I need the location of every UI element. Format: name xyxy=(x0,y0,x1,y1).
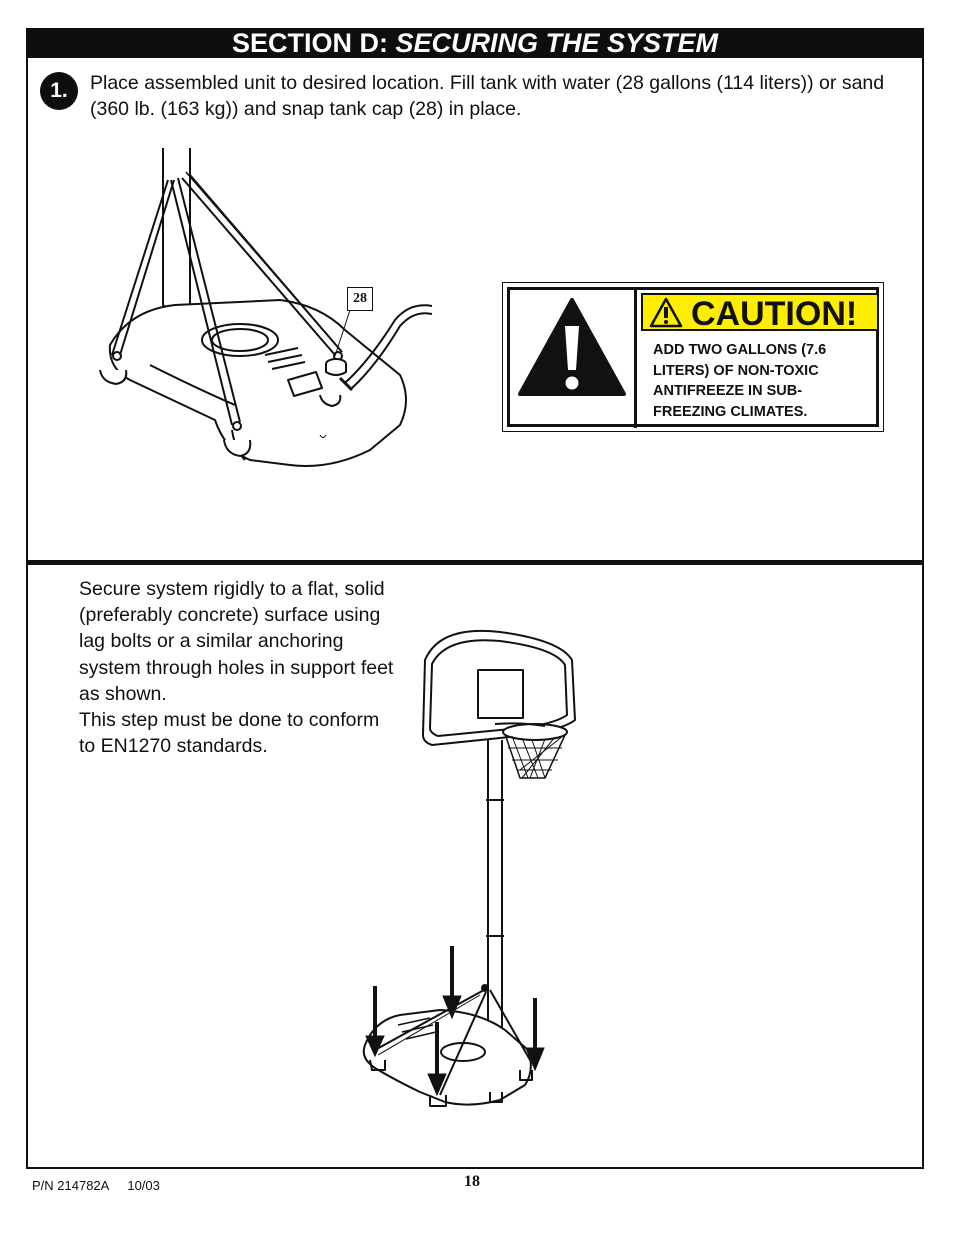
section-prefix: SECTION D: xyxy=(231,28,396,58)
anchoring-instruction: Secure system rigidly to a flat, solid (preferably concrete) surface using lag bolts or a similar anchoring system through holes in support feet as shown. xyxy=(79,578,394,705)
part-28-label: 28 xyxy=(347,287,373,311)
step-number-badge: 1. xyxy=(40,72,78,110)
caution-title: CAUTION! xyxy=(691,295,858,333)
caution-message: ADD TWO GALLONS (7.6 LITERS) OF NON-TOXIC ANTIFREEZE IN SUB-FREEZING CLIMATES. xyxy=(653,342,827,420)
footer-info xyxy=(32,1178,160,1193)
page-number: 18 xyxy=(464,1173,480,1190)
part-number: P/N 214782A xyxy=(32,1178,110,1193)
step1-instruction: Place assembled unit to desired location. Fill tank with water (28 gallons (114 liters)) or sand (360 lb. (163 kg)) and snap tank cap (28) in place. xyxy=(90,72,885,120)
standards-note: This step must be done to conform to EN1270 standards. xyxy=(79,709,380,758)
section-title: SECURING THE SYSTEM xyxy=(395,28,719,58)
document-date: 10/03 xyxy=(127,1178,160,1193)
